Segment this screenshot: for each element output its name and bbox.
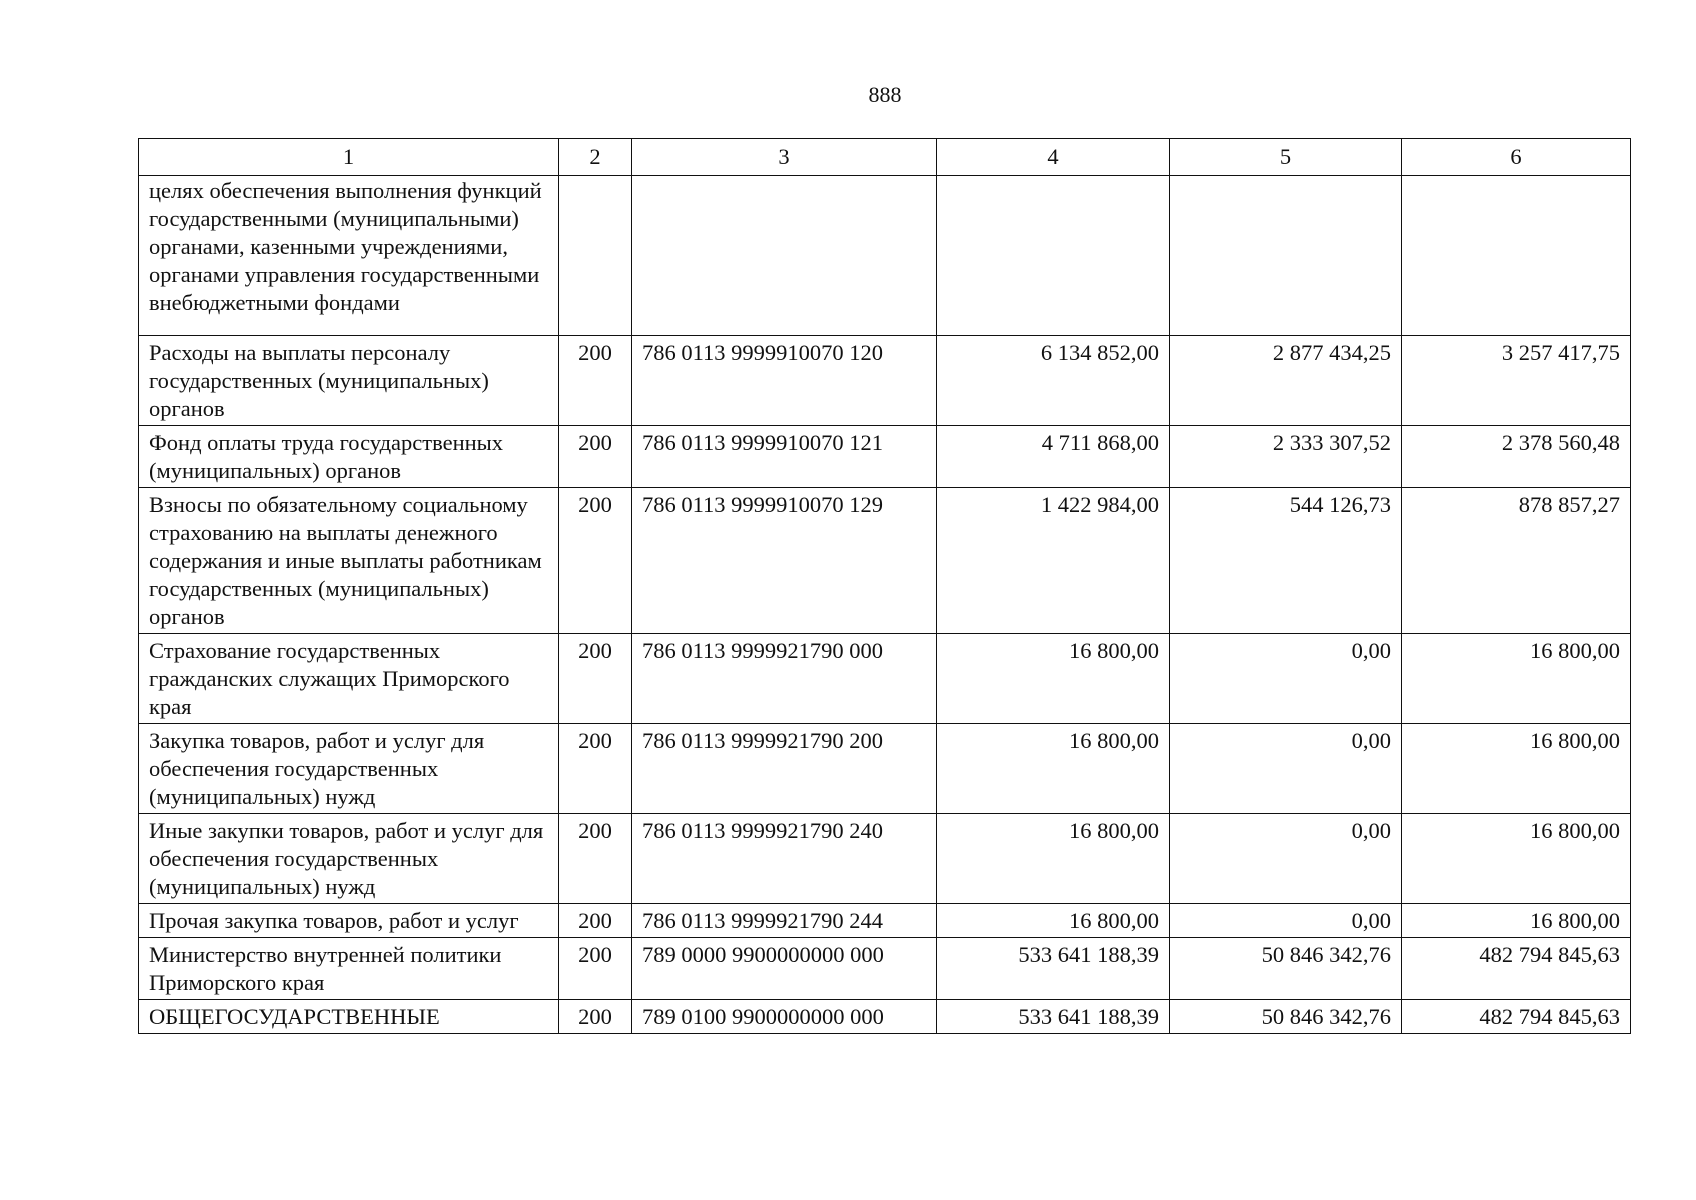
row-value-5: 50 846 342,76 bbox=[1170, 938, 1402, 1000]
row-value-4: 16 800,00 bbox=[937, 904, 1170, 938]
table-body bbox=[139, 176, 1631, 1034]
row-value-4: 533 641 188,39 bbox=[937, 1000, 1170, 1034]
column-header-2: 2 bbox=[559, 139, 632, 176]
row-kbk: 786 0113 9999910070 129 bbox=[632, 488, 937, 634]
table-row bbox=[139, 426, 1631, 488]
row-code bbox=[559, 176, 632, 336]
header-row bbox=[139, 139, 1631, 176]
row-value-6: 482 794 845,63 bbox=[1402, 1000, 1631, 1034]
row-value-5: 2 333 307,52 bbox=[1170, 426, 1402, 488]
row-code: 200 bbox=[559, 724, 632, 814]
row-value-4 bbox=[937, 176, 1170, 336]
row-value-5: 0,00 bbox=[1170, 634, 1402, 724]
table-row bbox=[139, 336, 1631, 426]
row-kbk: 786 0113 9999910070 121 bbox=[632, 426, 937, 488]
table-row bbox=[139, 176, 1631, 336]
column-header-4: 4 bbox=[937, 139, 1170, 176]
row-value-4: 4 711 868,00 bbox=[937, 426, 1170, 488]
row-kbk bbox=[632, 176, 937, 336]
table-row bbox=[139, 938, 1631, 1000]
row-name: Иные закупки товаров, работ и услуг для обеспечения государственных (муниципальных) нужд bbox=[139, 814, 559, 904]
row-kbk: 786 0113 9999921790 244 bbox=[632, 904, 937, 938]
row-code: 200 bbox=[559, 426, 632, 488]
row-value-4: 16 800,00 bbox=[937, 814, 1170, 904]
row-kbk: 789 0100 9900000000 000 bbox=[632, 1000, 937, 1034]
row-value-4: 16 800,00 bbox=[937, 634, 1170, 724]
row-value-5: 0,00 bbox=[1170, 724, 1402, 814]
row-value-5: 0,00 bbox=[1170, 904, 1402, 938]
row-value-6: 16 800,00 bbox=[1402, 814, 1631, 904]
row-value-6: 878 857,27 bbox=[1402, 488, 1631, 634]
row-value-4: 6 134 852,00 bbox=[937, 336, 1170, 426]
row-name: Прочая закупка товаров, работ и услуг bbox=[139, 904, 559, 938]
table-row bbox=[139, 904, 1631, 938]
table-header bbox=[139, 139, 1631, 176]
row-name: Министерство внутренней политики Приморского края bbox=[139, 938, 559, 1000]
row-value-6: 3 257 417,75 bbox=[1402, 336, 1631, 426]
row-code: 200 bbox=[559, 904, 632, 938]
row-kbk: 786 0113 9999921790 240 bbox=[632, 814, 937, 904]
row-kbk: 789 0000 9900000000 000 bbox=[632, 938, 937, 1000]
row-value-5 bbox=[1170, 176, 1402, 336]
column-header-5: 5 bbox=[1170, 139, 1402, 176]
table-row bbox=[139, 724, 1631, 814]
row-code: 200 bbox=[559, 634, 632, 724]
row-name: целях обеспечения выполнения функций государственными (муниципальными) органами, казенными учреждениями, органами управления государственными внебюджетными фондами bbox=[139, 176, 559, 336]
row-name: Страхование государственных гражданских служащих Приморского края bbox=[139, 634, 559, 724]
column-header-3: 3 bbox=[632, 139, 937, 176]
row-name: Расходы на выплаты персоналу государственных (муниципальных) органов bbox=[139, 336, 559, 426]
row-kbk: 786 0113 9999921790 000 bbox=[632, 634, 937, 724]
row-code: 200 bbox=[559, 336, 632, 426]
row-value-4: 1 422 984,00 bbox=[937, 488, 1170, 634]
row-value-4: 16 800,00 bbox=[937, 724, 1170, 814]
column-header-1: 1 bbox=[139, 139, 559, 176]
table-row bbox=[139, 814, 1631, 904]
row-value-6: 482 794 845,63 bbox=[1402, 938, 1631, 1000]
row-value-5: 0,00 bbox=[1170, 814, 1402, 904]
row-value-5: 50 846 342,76 bbox=[1170, 1000, 1402, 1034]
row-code: 200 bbox=[559, 814, 632, 904]
table-row bbox=[139, 634, 1631, 724]
table-row bbox=[139, 488, 1631, 634]
page-number: 888 bbox=[868, 82, 902, 107]
row-value-6: 16 800,00 bbox=[1402, 634, 1631, 724]
row-code: 200 bbox=[559, 938, 632, 1000]
row-value-6 bbox=[1402, 176, 1631, 336]
budget-table bbox=[138, 138, 1631, 1034]
row-value-6: 16 800,00 bbox=[1402, 724, 1631, 814]
column-header-6: 6 bbox=[1402, 139, 1631, 176]
row-value-6: 16 800,00 bbox=[1402, 904, 1631, 938]
row-code: 200 bbox=[559, 488, 632, 634]
row-value-6: 2 378 560,48 bbox=[1402, 426, 1631, 488]
row-kbk: 786 0113 9999921790 200 bbox=[632, 724, 937, 814]
row-name: ОБЩЕГОСУДАРСТВЕННЫЕ bbox=[139, 1000, 559, 1034]
row-kbk: 786 0113 9999910070 120 bbox=[632, 336, 937, 426]
row-value-5: 2 877 434,25 bbox=[1170, 336, 1402, 426]
row-name: Фонд оплаты труда государственных (муниципальных) органов bbox=[139, 426, 559, 488]
table-row bbox=[139, 1000, 1631, 1034]
row-code: 200 bbox=[559, 1000, 632, 1034]
row-name: Закупка товаров, работ и услуг для обеспечения государственных (муниципальных) нужд bbox=[139, 724, 559, 814]
row-name: Взносы по обязательному социальному страхованию на выплаты денежного содержания и иные выплаты работникам государственных (муниципальных) органов bbox=[139, 488, 559, 634]
row-value-5: 544 126,73 bbox=[1170, 488, 1402, 634]
row-value-4: 533 641 188,39 bbox=[937, 938, 1170, 1000]
